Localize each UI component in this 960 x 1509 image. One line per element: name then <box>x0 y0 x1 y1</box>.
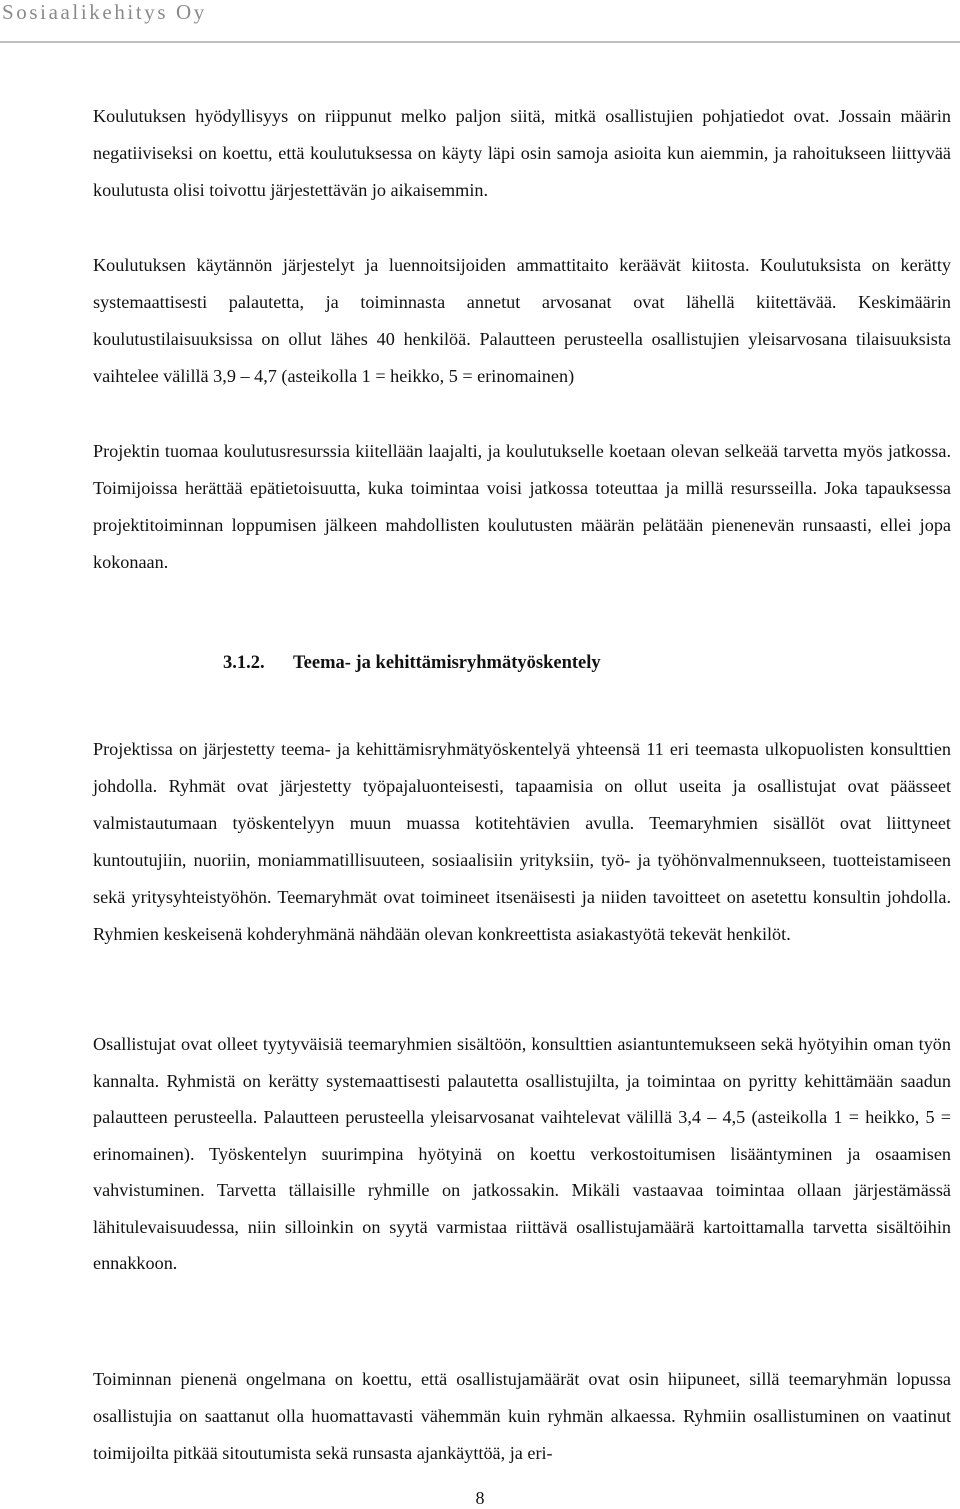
body-paragraph: Koulutuksen käytännön järjestelyt ja luennoitsijoiden ammattitaito keräävät kiitosta. Koulutuksista on kerätty systemaattisesti palautetta, ja toiminnasta annetut arvosanat ovat lähellä kiitettävää. Keskimäärin koulutustilaisuuksissa on ollut lähes 40 henkilöä. Palautteen perusteella osallistujien yleisarvosana tilaisuuksista vaihtelee välillä 3,9 – 4,7 (asteikolla 1 = heikko, 5 = erinomainen) <box>93 255 951 386</box>
section-number: 3.1.2. <box>223 653 265 673</box>
paragraph-2-block <box>93 247 951 395</box>
paragraph-5-block <box>93 1026 951 1282</box>
header-title: Sosiaalikehitys Oy <box>2 0 207 24</box>
body-paragraph: Koulutuksen hyödyllisyys on riippunut melko paljon siitä, mitkä osallistujien pohjatiedot ovat. Jossain määrin negatiiviseksi on koettu, että koulutuksessa on käyty läpi osin samoja asioita kun aiemmin, ja rahoitukseen liittyvää koulutusta olisi toivottu järjestettävän jo aikaisemmin. <box>93 106 951 200</box>
body-paragraph: Projektissa on järjestetty teema- ja kehittämisryhmätyöskentelyä yhteensä 11 eri teemasta ulkopuolisten konsulttien johdolla. Ryhmät ovat järjestetty työpajaluonteisesti, tapaamisia on ollut useita ja osallistujat ovat päässeet valmistautumaan työskentelyyn muun muassa kotitehtävien avulla. Teemaryhmien sisällöt ovat liittyneet kuntoutujiin, nuoriin, moniammatillisuuteen, sosiaalisiin yrityksiin, työ- ja työhönvalmennukseen, tuotteistamiseen sekä yritysyhteistyöhön. Teemaryhmät ovat toimineet itsenäisesti ja niiden tavoitteet on asetettu konsultin johdolla. Ryhmien keskeisenä kohderyhmänä nähdään olevan konkreettista asiakastyötä tekevät henkilöt. <box>93 739 951 944</box>
paragraph-6-block <box>93 1361 951 1472</box>
section-title: Teema- ja kehittämisryhmätyöskentely <box>293 653 601 673</box>
body-paragraph: Toiminnan pienenä ongelmana on koettu, että osallistujamäärät ovat osin hiipuneet, sillä teemaryhmän lopussa osallistujia on saattanut olla huomattavasti vähemmän kuin ryhmän alkaessa. Ryhmiin osallistuminen on vaatinut toimijoilta pitkää sitoutumista sekä runsasta ajankäyttöä, ja eri- <box>93 1369 951 1463</box>
section-heading <box>223 648 601 678</box>
body-paragraph: Osallistujat ovat olleet tyytyväisiä teemaryhmien sisältöön, konsulttien asiantuntemukseen sekä hyötyihin oman työn kannalta. Ryhmistä on kerätty systemaattisesti palautetta osallistujilta, ja toimintaa on pyritty kehittämään saadun palautteen perusteella. Palautteen perusteella yleisarvosanat vaihtelevat välillä 3,4 – 4,5 (asteikolla 1 = heikko, 5 = erinomainen). Työskentelyn suurimpina hyötyinä on koettu verkostoitumisen lisääntyminen ja osaamisen vahvistuminen. Tarvetta tällaisille ryhmille on jatkossakin. Mikäli vastaavaa toimintaa ollaan järjestämässä lähitulevaisuudessa, niin silloinkin on syytä varmistaa riittävä osallistujamäärä kartoittamalla tarvetta sisältöihin ennakkoon. <box>93 1034 951 1273</box>
page-number: 8 <box>475 1488 485 1508</box>
page-header <box>0 0 960 44</box>
paragraph-4-block <box>93 731 951 953</box>
paragraph-1-block <box>93 98 951 209</box>
body-paragraph: Projektin tuomaa koulutusresurssia kiitellään laajalti, ja koulutukselle koetaan olevan selkeää tarvetta myös jatkossa. Toimijoissa herättää epätietoisuutta, kuka toimintaa voisi jatkossa toteuttaa ja millä resursseilla. Joka tapauksessa projektitoiminnan loppumisen jälkeen mahdollisten koulutusten määrän pelätään pienenevän runsaasti, ellei jopa kokonaan. <box>93 441 951 572</box>
paragraph-3-block <box>93 433 951 581</box>
header-divider <box>0 41 960 43</box>
